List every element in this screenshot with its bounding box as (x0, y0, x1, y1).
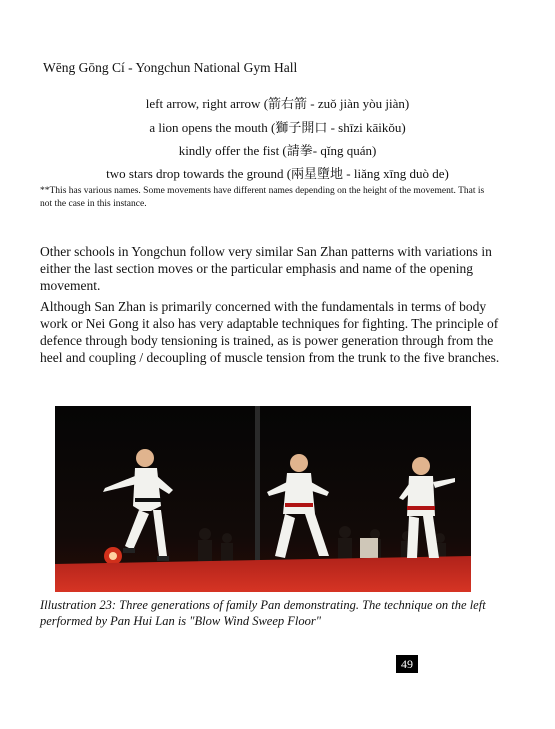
move-line-1: left arrow, right arrow (箭右箭 - zuǒ jiàn yòu jiàn) (145, 96, 410, 111)
paragraph-2: Although San Zhan is primarily concerned with the fundamentals in terms of body work or Nei Gong it also has very adaptable techniques for fighting. The principle of defence through body tensioning is trained, as is power generation through from the heel and coupling / decoupling of muscle tension from the trunk to the five branches. (40, 299, 500, 365)
illustration-caption: Illustration 23: Three generations of family Pan demonstrating. The technique on the left performed by Pan Hui Lan is "Blow Wind Sweep Floor" (40, 598, 486, 628)
move-line-2: a lion opens the mouth (獅子開口 - shīzi kāikǒu) (149, 120, 406, 135)
move-line-4: two stars drop towards the ground (兩星墮地 - liǎng xīng duò de) (106, 166, 449, 181)
paragraph-1: Other schools in Yongchun follow very similar San Zhan patterns with variations in either the last section moves or the particular emphasis and name of the opening movement. (40, 244, 492, 293)
section-heading: Wēng Gōng Cí - Yongchun National Gym Hall (43, 60, 298, 75)
move-line-3: kindly offer the fist (請拳- qǐng quán) (178, 143, 377, 158)
illustration-photo (55, 406, 471, 592)
page-number: 49 (396, 655, 418, 673)
footnote: **This has various names. Some movements have different names depending on the height of the movement. That is not the case in this instance. (40, 186, 485, 209)
